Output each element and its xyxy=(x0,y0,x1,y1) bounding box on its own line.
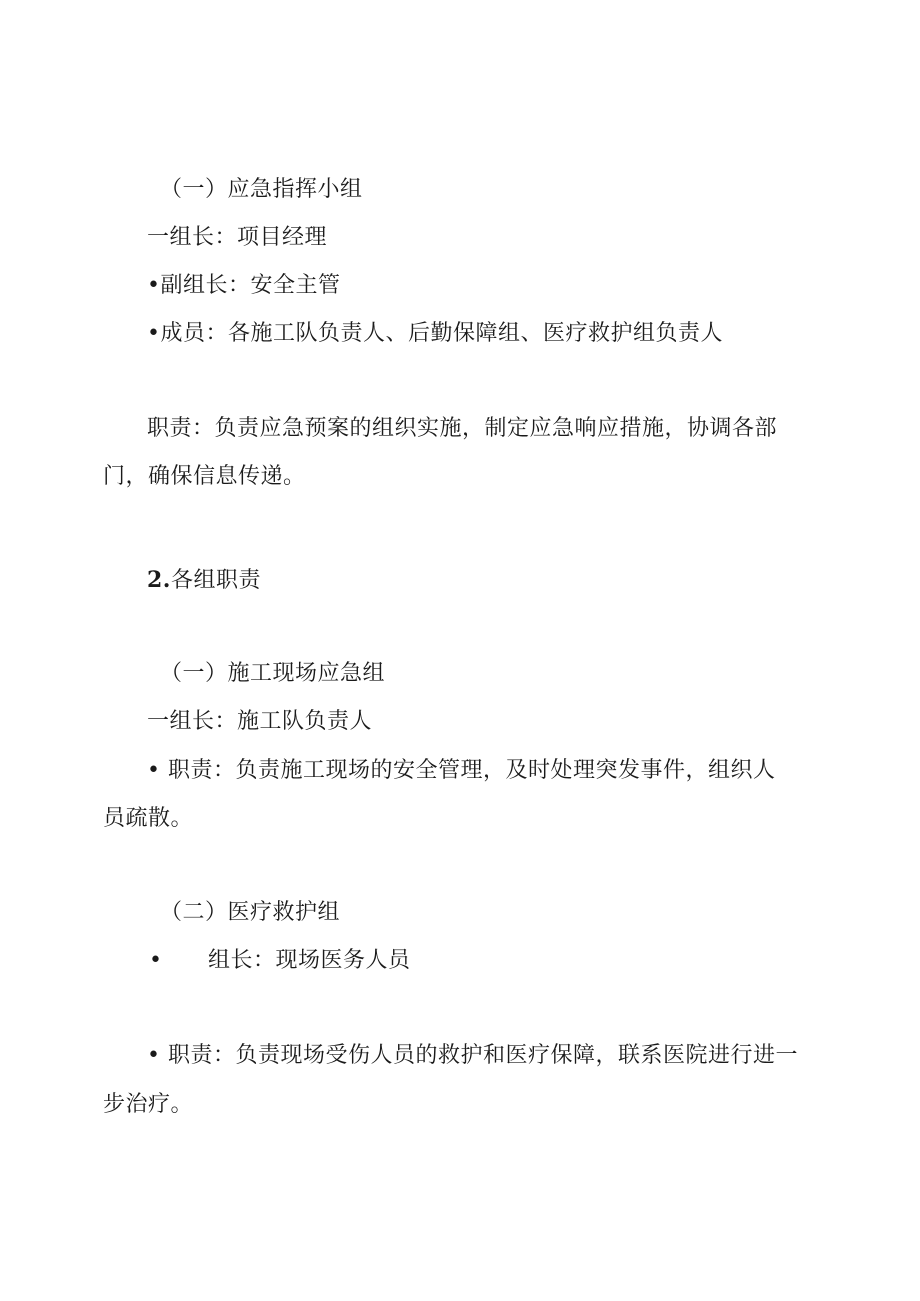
section1-duty-line1: 职责：负责应急预案的组织实施，制定应急响应措施，协调各部 xyxy=(147,416,778,441)
group2-leader-bullet: • xyxy=(149,948,163,973)
section1-duty-line2: 门，确保信息传递。 xyxy=(103,464,306,489)
section1-deputy: •副组长：安全主管 xyxy=(147,273,341,298)
group1-duty-line2: 员疏散。 xyxy=(103,806,194,831)
section1-leader: 一组长：项目经理 xyxy=(147,225,328,250)
section2-title: 各组职责 xyxy=(170,568,261,593)
group1-heading: （一）施工现场应急组 xyxy=(160,661,386,686)
group2-leader: 组长：现场医务人员 xyxy=(208,948,411,973)
group2-duty-line2: 步治疗。 xyxy=(103,1092,194,1117)
section1-members: •成员：各施工队负责人、后勤保障组、医疗救护组负责人 xyxy=(147,321,723,346)
group2-heading: （二）医疗救护组 xyxy=(160,900,341,925)
group1-duty-line1: • 职责：负责施工现场的安全管理，及时处理突发事件，组织人 xyxy=(147,758,776,783)
section2-number: 2. xyxy=(147,567,171,593)
section1-heading: （一）应急指挥小组 xyxy=(160,177,363,202)
section2-title-line xyxy=(147,565,261,596)
group1-leader: 一组长：施工队负责人 xyxy=(147,709,373,734)
group2-duty-line1: • 职责：负责现场受伤人员的救护和医疗保障，联系医院进行进一 xyxy=(147,1043,798,1068)
